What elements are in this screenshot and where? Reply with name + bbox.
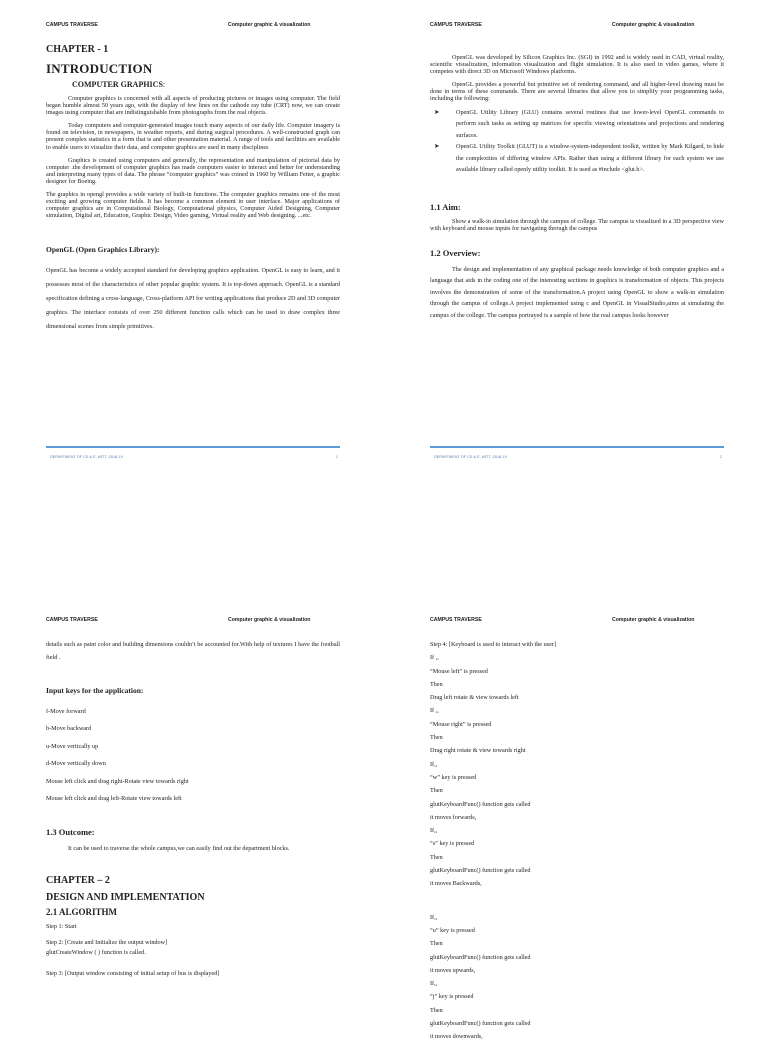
page-header: [430, 22, 722, 32]
paragraph: OpenGL provides a powerful but primitive set of rendering command, and all higher-level drawing must be done in terms of these commands. There are several libraries that allow you to simplify your programming tasks, including the following:: [430, 81, 724, 103]
algorithm-line: glutKeyboardFunc() function gets called: [430, 953, 531, 961]
algorithm-line: “w” key is pressed: [430, 773, 477, 781]
paragraph: OpenGL was developed by Silicon Graphics Inc. (SGI) in 1992 and is widely used in CAD, virtual reality, scientific visualization, information visualization and flight simulation. It is also used in video games, where it competes with direct 3D on Microsoft Windows platforms.: [430, 54, 724, 76]
algorithm-line: Step 4: [Keyboard is used to interact with the user]: [430, 641, 556, 648]
page-number: 2: [719, 455, 722, 459]
document-page-3: [0, 512, 384, 1024]
paragraph: Today computers and computer-generated images touch many aspects of our daily life. Computer imagery is found on television, in newspapers, in weather reports, and during surgical procedures. A well-constructed graph can present complex statistics in a form that is and other presentation material. A range of tools and facilities are available to enable users to visualize their data, and computer graphics are used in many disciplines: [46, 122, 340, 151]
list-item: ➤ OpenGL Utility Toolkit (GLUT) is a window-system-independent toolkit, written by Mark Kilgard, to hide the complexities of differing window APIs. Rather than using a different library for each system we use available library called openly utility toolkit. It is used as #include <glut.h>.: [434, 143, 724, 174]
algorithm-line: glutKeyboardFunc() function gets called: [430, 1020, 531, 1028]
paragraph: The design and implementation of any graphical package needs knowledge of both computer graphics and a language that aids in the coding one of the interesting sections in graphics is transformation of objects. This projects involves the demonstration of some of the transformation.A project using OpenGL to show a walk-in simulation through the campus of college.A project implemented using c and OpenGL in VisualStudio,aims at simulating the campus of the college. The campus portrayed is a sample of how the real campus looks however: [430, 265, 724, 319]
section-heading: 2.1 ALGORITHM: [46, 906, 118, 917]
section-heading: 1.3 Outcome:: [46, 827, 95, 838]
algorithm-line: Then: [430, 680, 443, 688]
page-footer: [434, 455, 722, 459]
algorithm-step: Step 1: Start: [46, 922, 77, 930]
arrow-bullet-icon: ➤: [434, 143, 440, 151]
algorithm-line: Then: [430, 787, 443, 795]
paragraph: The graphics in opengl provides a wide variety of built-in functions. The computer graphics remains one of the most exciting and growing computer fields. It has become a common element in user interface. Major applications of computer graphics are in Computational Biology, Computational physics, Computer Aided Designing, Computer simulation, Digital art, Education, Graphic Design, Video gaming, Virtual reality and Web designing. ...etc.: [46, 191, 340, 220]
algorithm-line: glutKeyboardFunc() function gets called: [430, 867, 531, 875]
page-footer: [50, 455, 338, 459]
section-heading: Input keys for the application:: [46, 686, 144, 695]
header-right: Computer graphic & visualization: [228, 617, 311, 623]
bullet-list: [430, 107, 724, 176]
algorithm-line: If,,: [430, 913, 438, 921]
chapter-title: INTRODUCTION: [46, 61, 153, 76]
algorithm-line: “Mouse right” is pressed: [430, 720, 492, 728]
footer-department: DEPARTMENT OF CS & E, MITT -2018-19: [50, 455, 123, 459]
algorithm-line: If,,: [430, 980, 438, 988]
document-page-1: [0, 0, 384, 512]
chapter-label: CHAPTER - 1: [46, 44, 109, 55]
list-item: ➤ OpenGL Utility Library (GLU) contains several routines that use lower-level OpenGL commands to perform such tasks as setting up matrices for specific viewing orientations and projections and rendering surfaces.: [434, 108, 724, 139]
document-page-2: [384, 0, 768, 512]
document-page-4: [384, 512, 768, 1041]
footer-rule: [46, 446, 340, 448]
arrow-bullet-icon: ➤: [434, 108, 440, 116]
chapter-title: DESIGN AND IMPLEMENTATION: [46, 891, 205, 903]
header-right: Computer graphic & visualization: [612, 617, 695, 623]
list-item: f-Move forward: [46, 708, 86, 715]
section-heading: 1.1 Aim:: [430, 201, 461, 212]
step-block-a: [430, 638, 724, 891]
algorithm-line: “s” key is pressed: [430, 840, 475, 848]
algorithm-line: “j” key is pressed: [430, 993, 474, 1001]
algorithm-line: If ,,: [430, 707, 439, 715]
algorithm-line: Then: [430, 1006, 443, 1014]
algorithm-line: it moves forwards,: [430, 813, 477, 821]
algorithm-line: it moves upwards,: [430, 966, 476, 974]
algorithm-step: Step 3: [Output window consisting of initial setup of bus is displayed]: [46, 969, 220, 977]
algorithm-line: Then: [430, 940, 443, 948]
algorithm-line: Drag left rotate & view towards left: [430, 694, 519, 702]
algorithm-line: it moves downwards,: [430, 1033, 483, 1041]
header-left: CAMPUS TRAVERSE: [430, 617, 482, 623]
page-number: 1: [335, 455, 338, 459]
algorithm-line: Then: [430, 853, 443, 861]
algorithm-line: If ,,: [430, 654, 439, 662]
algorithm-line: Then: [430, 734, 443, 742]
header-right: Computer graphic & visualization: [228, 22, 311, 28]
section-heading: OpenGL (Open Graphics Library):: [46, 245, 160, 255]
algorithm-line: it moves Backwards,: [430, 880, 482, 888]
section-heading: 1.2 Overview:: [430, 247, 481, 258]
header-left: CAMPUS TRAVERSE: [430, 22, 482, 28]
header-left: CAMPUS TRAVERSE: [46, 617, 98, 623]
list-item: Mouse left click and drag right-Rotate view towards right: [46, 777, 189, 785]
list-item: Mouse left click and drag left-Rotate view towards left: [46, 795, 182, 803]
algorithm-steps: [430, 638, 724, 1044]
algorithm-line: “Mouse left” is pressed: [430, 667, 488, 675]
section-heading: COMPUTER GRAPHICS:: [72, 80, 166, 89]
step-block-b: [430, 911, 724, 1044]
algorithm-line: If,,: [430, 760, 438, 768]
algorithm-step: glutCreateWindow ( ) function is called.: [46, 948, 146, 956]
algorithm-line: Drag right rotate & view towards right: [430, 747, 526, 755]
algorithm-line: If,,: [430, 827, 438, 835]
paragraph: details such as paint color and building dimensions couldn’t be accounted for.With help of textures I have the football field .: [46, 641, 340, 661]
paragraph: OpenGL has become a widely accepted standard for developing graphics application. OpenGL is easy to learn, and it possesses most of the characteristics of other popular graphic system. It is top-down approach. OpenGL is a standard specification defining a cross-language, Cross-platform API for writing applications that produce 2D and 3D computer graphics. The interface consists of over 250 different function calls which can be used to draw complex three dimensional scenes from simple primitives.: [46, 267, 340, 331]
page-header: [46, 22, 338, 32]
key-list: [46, 703, 340, 807]
paragraph: Graphics is created using computers and generally, the representation and manipulation of pictorial data by computer .the development of computer graphics has made computers easier to interact and better for understanding and interpreting many types of data. The phrase “computer graphics” was coined in 1960 by William Fetter, a graphic designer for Boeing.: [46, 156, 340, 185]
paragraph: Show a walk-in simulation through the campus of college. The campus is visualized in a 3D perspective view with keyboard and mouse inputs for navigating through the campus: [430, 217, 724, 232]
header-right: Computer graphic & visualization: [612, 22, 695, 28]
list-item: d-Move vertically down: [46, 760, 106, 768]
header-left: CAMPUS TRAVERSE: [46, 22, 98, 28]
chapter-label: CHAPTER – 2: [46, 874, 110, 886]
algorithm-line: glutKeyboardFunc() function gets called: [430, 800, 531, 808]
page-header: [46, 617, 338, 627]
list-item: u-Move vertically up: [46, 742, 99, 750]
paragraph: Computer graphics is concerned with all aspects of producing pictures or images using computer. The field began humble almost 50 years ago, with the display of few lines on the cathode ray tube (CRT) now, we can create images using computer that are indistinguishable from photographs from the real objects.: [46, 95, 340, 117]
page-header: [430, 617, 722, 627]
footer-rule: [430, 446, 724, 448]
algorithm-step: Step 2: [Create and Initialize the output window]: [46, 938, 168, 946]
algorithm-line: “u” key is pressed: [430, 926, 475, 934]
paragraph: It can be used to traverse the whole campus,we can easily find out the department blocks.: [68, 845, 290, 853]
list-item: b-Move backward: [46, 725, 92, 733]
footer-department: DEPARTMENT OF CS & E, MITT -2018-19: [434, 455, 507, 459]
